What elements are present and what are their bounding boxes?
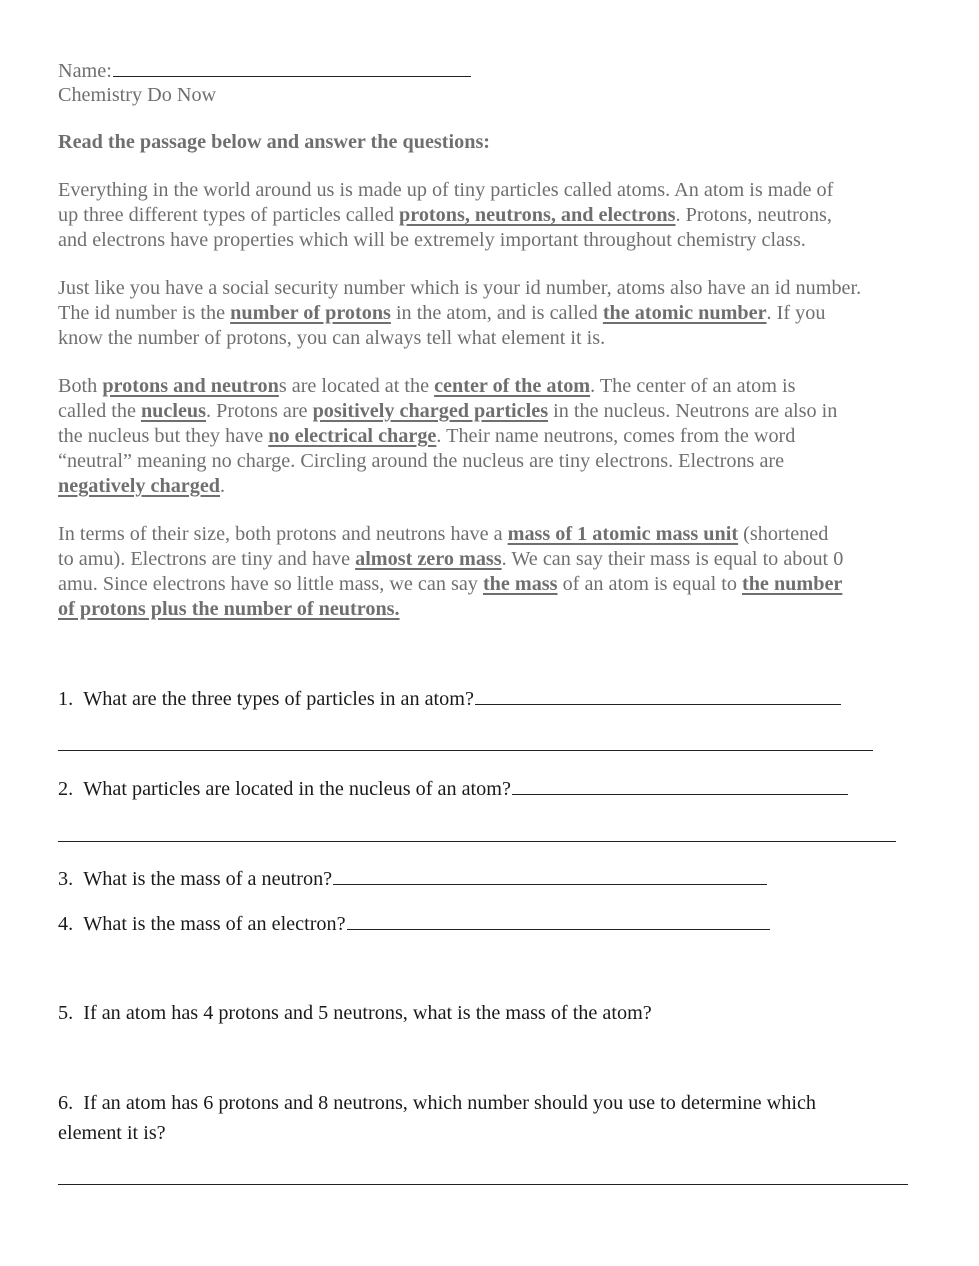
key-term: the atomic number [602, 302, 767, 324]
text-line: “neutral” meaning no charge. Circling around the nucleus are tiny electrons. Electrons are [58, 450, 785, 472]
text-line [58, 203, 928, 228]
text-line [58, 572, 928, 597]
question-4 [58, 909, 770, 939]
text: . Protons, neutrons, [675, 204, 832, 226]
question-5 [58, 998, 652, 1028]
text-line [58, 547, 928, 572]
passage-paragraph-1 [58, 178, 928, 253]
question-6-continued: element it is? [58, 1122, 166, 1144]
text: In terms of their size, both protons and neutrons have a [58, 523, 508, 545]
key-term: protons, neutrons, and electrons [399, 204, 676, 226]
key-term: the number [741, 573, 843, 595]
answer-blank[interactable] [333, 866, 767, 885]
worksheet-subtitle: Chemistry Do Now [58, 84, 217, 106]
question-text: What is the mass of a neutron? [83, 868, 333, 890]
question-number: 3. [58, 868, 74, 890]
key-term: of protons plus the number of neutrons. [58, 598, 400, 620]
question-number: 6. [58, 1092, 74, 1114]
question-number: 2. [58, 778, 74, 800]
answer-blank[interactable] [475, 686, 841, 705]
text: in the atom, and is called [390, 302, 603, 324]
answer-line[interactable] [58, 841, 896, 842]
answer-blank[interactable] [347, 911, 770, 930]
text: to amu). Electrons are tiny and have [58, 548, 356, 570]
text: up three different types of particles called [58, 204, 399, 226]
question-text: What particles are located in the nucleus of an atom? [83, 778, 511, 800]
key-term: negatively charged [58, 475, 221, 497]
key-term: number of protons [230, 302, 391, 324]
key-term: the mass [482, 573, 558, 595]
text-line: Everything in the world around us is made up of tiny particles called atoms. An atom is made of [58, 179, 834, 201]
instructions: Read the passage below and answer the questions: [58, 131, 491, 153]
question-1 [58, 684, 841, 714]
text: amu. Since electrons have so little mass, we can say [58, 573, 483, 595]
answer-blank[interactable] [512, 776, 848, 795]
question-text: What is the mass of an electron? [83, 913, 346, 935]
question-text: What are the three types of particles in an atom? [83, 688, 474, 710]
text: . Protons are [206, 400, 313, 422]
text: in the nucleus. Neutrons are also in [548, 400, 838, 422]
text-line [58, 424, 928, 449]
text: . We can say their mass is equal to about 0 [501, 548, 844, 570]
question-number: 5. [58, 1002, 74, 1024]
text-line [58, 597, 928, 622]
text-line [58, 399, 928, 424]
passage-paragraph-3 [58, 374, 928, 499]
text-line [58, 374, 928, 399]
text: (shortened [738, 523, 829, 545]
text: s are located at the [278, 375, 435, 397]
key-term: protons and neutron [102, 375, 279, 397]
text: . If you [766, 302, 826, 324]
question-number: 1. [58, 688, 74, 710]
text: the nucleus but they have [58, 425, 269, 447]
text-line [58, 474, 928, 499]
text-line: and electrons have properties which will be extremely important throughout chemistry class. [58, 229, 806, 251]
question-6 [58, 1088, 816, 1118]
key-term: no electrical charge [268, 425, 437, 447]
text: . Their name neutrons, comes from the word [436, 425, 796, 447]
key-term: positively charged particles [312, 400, 549, 422]
key-term: nucleus [140, 400, 207, 422]
question-number: 4. [58, 913, 74, 935]
text-line: Just like you have a social security number which is your id number, atoms also have an id number. [58, 277, 862, 299]
text: of an atom is equal to [557, 573, 742, 595]
text: . [220, 475, 226, 497]
passage-paragraph-2 [58, 276, 928, 351]
text: . The center of an atom is [590, 375, 796, 397]
name-blank[interactable] [113, 58, 471, 77]
name-line [58, 58, 471, 84]
answer-line[interactable] [58, 750, 873, 751]
text: called the [58, 400, 141, 422]
question-2 [58, 774, 848, 804]
name-label: Name: [58, 60, 112, 82]
key-term: center of the atom [434, 375, 591, 397]
answer-line[interactable] [58, 1184, 908, 1185]
text: The id number is the [58, 302, 231, 324]
text-line: know the number of protons, you can always tell what element it is. [58, 327, 606, 349]
passage-paragraph-4 [58, 522, 928, 622]
text: Both [58, 375, 103, 397]
key-term: almost zero mass [355, 548, 502, 570]
question-text: If an atom has 4 protons and 5 neutrons, what is the mass of the atom? [83, 1002, 652, 1024]
question-3 [58, 864, 767, 894]
key-term: mass of 1 atomic mass unit [507, 523, 739, 545]
question-text: If an atom has 6 protons and 8 neutrons, which number should you use to determine which [83, 1092, 817, 1114]
text-line [58, 301, 928, 326]
text-line [58, 522, 928, 547]
